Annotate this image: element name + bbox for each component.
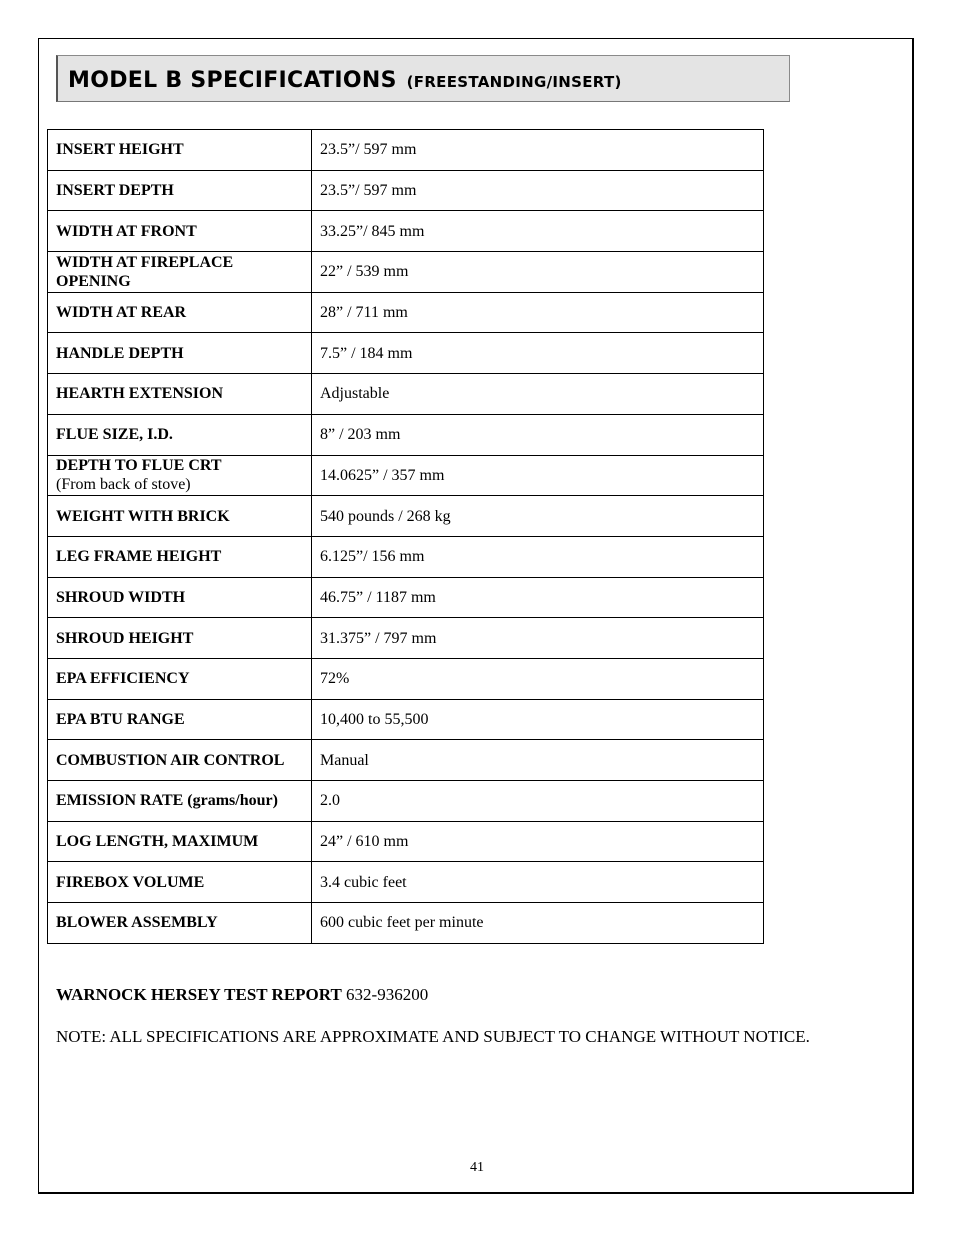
spec-value: Adjustable: [312, 374, 764, 415]
table-row: [48, 374, 764, 415]
title-main: MODEL B SPECIFICATIONS: [68, 68, 397, 93]
spec-label: SHROUD HEIGHT: [48, 618, 312, 659]
spec-label: EMISSION RATE (grams/hour): [48, 781, 312, 822]
spec-value: 600 cubic feet per minute: [312, 903, 764, 944]
specifications-table: [47, 129, 764, 944]
spec-label: COMBUSTION AIR CONTROL: [48, 740, 312, 781]
table-row: [48, 292, 764, 333]
spec-value: 46.75” / 1187 mm: [312, 577, 764, 618]
spec-label: WIDTH AT FIREPLACE OPENING: [48, 252, 312, 293]
page-number: 41: [470, 1160, 484, 1175]
spec-sublabel: (From back of stove): [56, 476, 191, 494]
table-row: [48, 496, 764, 537]
spec-value: 540 pounds / 268 kg: [312, 496, 764, 537]
table-row: [48, 252, 764, 293]
spec-value: 2.0: [312, 781, 764, 822]
test-report-label: WARNOCK HERSEY TEST REPORT: [56, 985, 342, 1004]
table-row: [48, 170, 764, 211]
spec-label: LOG LENGTH, MAXIMUM: [48, 821, 312, 862]
spec-value: 10,400 to 55,500: [312, 699, 764, 740]
spec-label: EPA EFFICIENCY: [48, 658, 312, 699]
spec-label: EPA BTU RANGE: [48, 699, 312, 740]
spec-value: 3.4 cubic feet: [312, 862, 764, 903]
spec-value: 31.375” / 797 mm: [312, 618, 764, 659]
spec-label: HANDLE DEPTH: [48, 333, 312, 374]
spec-value: 28” / 711 mm: [312, 292, 764, 333]
spec-label: INSERT HEIGHT: [48, 130, 312, 171]
spec-label: SHROUD WIDTH: [48, 577, 312, 618]
spec-label: BLOWER ASSEMBLY: [48, 903, 312, 944]
table-row: [48, 781, 764, 822]
spec-label: FIREBOX VOLUME: [48, 862, 312, 903]
specifications-table-body: [48, 130, 764, 944]
table-row: [48, 862, 764, 903]
spec-value: Manual: [312, 740, 764, 781]
spec-value: 8” / 203 mm: [312, 414, 764, 455]
spec-value: 22” / 539 mm: [312, 252, 764, 293]
page-title: [68, 68, 622, 93]
spec-value: 72%: [312, 658, 764, 699]
spec-label: FLUE SIZE, I.D.: [48, 414, 312, 455]
table-row: [48, 211, 764, 252]
table-row: [48, 618, 764, 659]
spec-value: 33.25”/ 845 mm: [312, 211, 764, 252]
table-row: [48, 577, 764, 618]
spec-label: INSERT DEPTH: [48, 170, 312, 211]
spec-value: 23.5”/ 597 mm: [312, 170, 764, 211]
table-row: [48, 699, 764, 740]
title-subtitle: (FREESTANDING/INSERT): [406, 73, 622, 91]
spec-label: DEPTH TO FLUE CRT: [56, 457, 222, 475]
table-row: [48, 740, 764, 781]
spec-label: WEIGHT WITH BRICK: [48, 496, 312, 537]
spec-label: HEARTH EXTENSION: [48, 374, 312, 415]
table-row: [48, 658, 764, 699]
test-report-number: 632-936200: [346, 985, 429, 1004]
table-row: [48, 414, 764, 455]
table-row: [48, 333, 764, 374]
table-row: [48, 821, 764, 862]
table-row: [48, 455, 764, 496]
title-banner: [56, 55, 790, 102]
test-report: [56, 985, 428, 1005]
spec-label: WIDTH AT REAR: [48, 292, 312, 333]
spec-value: 24” / 610 mm: [312, 821, 764, 862]
spec-value: 14.0625” / 357 mm: [312, 455, 764, 496]
spec-label: LEG FRAME HEIGHT: [48, 536, 312, 577]
spec-label-with-note: [48, 455, 312, 496]
spec-value: 7.5” / 184 mm: [312, 333, 764, 374]
spec-value: 23.5”/ 597 mm: [312, 130, 764, 171]
table-row: [48, 536, 764, 577]
table-row: [48, 903, 764, 944]
spec-value: 6.125”/ 156 mm: [312, 536, 764, 577]
disclaimer-note: NOTE: ALL SPECIFICATIONS ARE APPROXIMATE AND SUBJECT TO CHANGE WITHOUT NOTICE.: [56, 1027, 810, 1046]
spec-label: WIDTH AT FRONT: [48, 211, 312, 252]
table-row: [48, 130, 764, 171]
